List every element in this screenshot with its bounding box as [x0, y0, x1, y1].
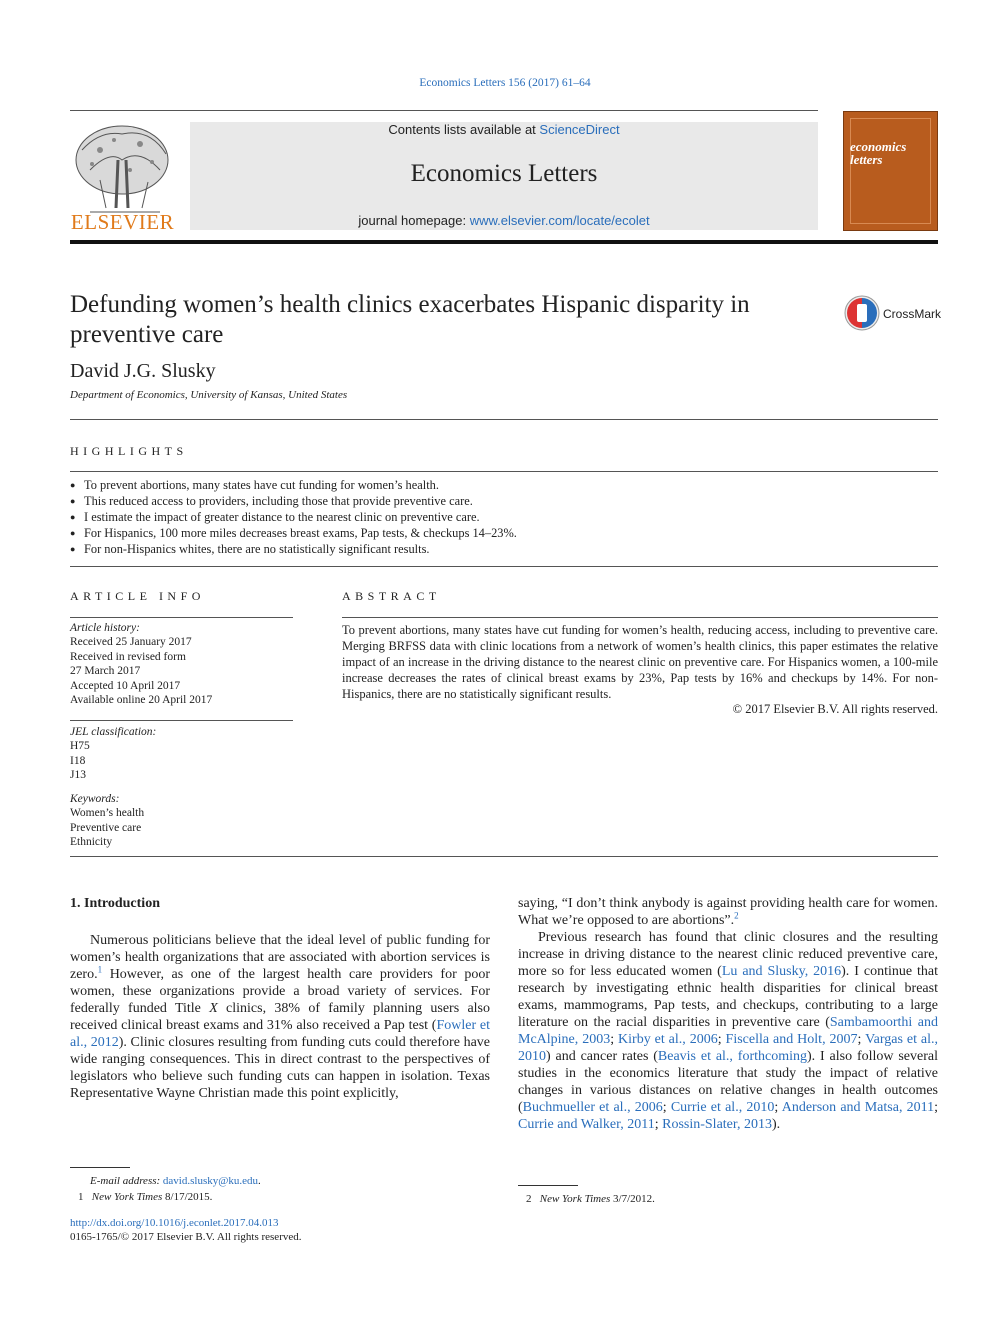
intro-right-column [518, 895, 938, 1133]
contents-available-line [190, 122, 818, 137]
keyword: Preventive care [70, 821, 142, 834]
footnote-rule-left [70, 1167, 130, 1168]
ref-currie-walker-2011[interactable]: Currie and Walker, 2011 [518, 1117, 655, 1132]
ref-kirby-2006[interactable]: Kirby et al., 2006 [618, 1032, 718, 1047]
jel-code: J13 [70, 769, 86, 782]
crossmark-icon [843, 294, 883, 334]
text-run: ). I also follow several studies in the economics literature that study the impact of relative changes in various distances on relative changes in health outcomes ( [518, 1049, 938, 1115]
keyword: Ethnicity [70, 836, 113, 849]
footnote-date: 8/17/2015. [162, 1191, 213, 1203]
text-run: clinics, 38% of family planning users also received clinical breast exams and 31% also received a Pap test ( [70, 1001, 491, 1033]
footnote-email [90, 1174, 261, 1188]
text-run: saying, “I don’t think anybody is against providing health care for women. What we’re opposed to are abortions”. [518, 896, 938, 928]
text-run: ; [610, 1032, 619, 1047]
homepage-prefix: journal homepage: [358, 213, 470, 228]
header-top-rule [70, 110, 818, 111]
author-affiliation: Department of Economics, University of Kansas, United States [70, 389, 348, 401]
history-item: 27 March 2017 [70, 665, 141, 678]
footnote-ref-1[interactable]: 1 [97, 964, 103, 975]
text-run: ). I continue that research by investigating ethnic health disparities for clinical breast exams, mammograms, Pap tests, and checkups, contributing to a large literature on the racial disparities in preventive care ( [518, 964, 938, 1030]
footnote-source: New York Times [91, 1191, 163, 1203]
text-run: Numerous politicians believe that the ideal level of public funding for women’s health organizations that are associated with abortion services is zero. [70, 933, 490, 982]
footnote-date: 3/7/2012. [610, 1193, 655, 1205]
highlights-bottom-rule [70, 566, 938, 567]
ref-sambamoorthi-2003[interactable]: Sambamoorthi and McAlpine, 2003 [518, 1015, 938, 1047]
footnote-number: 1 [78, 1191, 84, 1203]
keywords-label: Keywords: [70, 793, 120, 805]
text-run: ; [717, 1032, 726, 1047]
footnote-2 [526, 1192, 655, 1206]
text-run: ; [662, 1100, 671, 1115]
history-item: Available online 20 April 2017 [70, 694, 213, 707]
ref-fiscella-2007[interactable]: Fiscella and Holt, 2007 [725, 1032, 858, 1047]
highlights-list [70, 477, 517, 557]
cover-title [850, 140, 906, 166]
journal-homepage-link[interactable]: www.elsevier.com/locate/ecolet [469, 213, 650, 228]
contents-prefix: Contents lists available at [388, 122, 540, 137]
cover-title-line2: letters [850, 152, 883, 167]
cover-title-line1: economics [850, 139, 907, 154]
text-run: ; [934, 1100, 938, 1115]
ref-vargas-2010[interactable]: Vargas et al., 2010 [518, 1032, 938, 1064]
crossmark-label: CrossMark [883, 307, 942, 321]
text-run: ; [774, 1100, 782, 1115]
history-label: Article history: [70, 622, 140, 634]
text-run: . [258, 1175, 261, 1187]
jel-code: H75 [70, 740, 90, 753]
footnote-number: 2 [526, 1193, 532, 1205]
cover-frame [850, 118, 931, 224]
history-item: Received 25 January 2017 [70, 636, 192, 649]
highlight-item: ● To prevent abortions, many states have cut funding for women’s health. [70, 477, 517, 493]
ref-lu-slusky-2016[interactable]: Lu and Slusky, 2016 [721, 964, 842, 979]
highlight-item: ● I estimate the impact of greater distance to the nearest clinic on preventive care. [70, 509, 517, 525]
title-bottom-rule [70, 419, 938, 420]
text-run: ) and cancer rates ( [546, 1049, 658, 1064]
highlight-item: ● This reduced access to providers, including those that provide preventive care. [70, 493, 517, 509]
intro-paragraph-continued [518, 895, 938, 929]
text-run: ). Clinic closures resulting from funding cuts could therefore have wide ranging consequences. This in direct contrast to the perspectives of legislators who believe such funding cuts can happen in isolation. Texas Representative Wayne Christian made this point explicitly, [70, 1035, 490, 1101]
jel-classification [70, 725, 295, 783]
highlight-item: ● For Hispanics, 100 more miles decreases breast exams, Pap tests, & checkups 14–23%. [70, 525, 517, 541]
footnote-1 [78, 1190, 212, 1204]
journal-cover-image [843, 111, 938, 231]
abstract-text: To prevent abortions, many states have cut funding for women’s health, reducing access, including to preventive care. Merging BRFSS data with clinic locations from a network of women’s health clinics, this paper estimates the relative impact of an increase in the driving distance to the nearest clinic on preventive care. For Hispanics women, a 100-mile increase decreases the rates of clinical breast exams by 23%, Pap tests by 16% and checkups by 14%. For non-Hispanics, there are no statistically significant results. [342, 623, 938, 701]
history-item: Received in revised form [70, 650, 186, 663]
intro-paragraph-2 [518, 929, 938, 1133]
abstract-heading: ABSTRACT [342, 589, 441, 603]
header-bottom-rule [70, 240, 938, 244]
journal-title: Economics Letters [410, 160, 598, 187]
footnote-rule-right [518, 1185, 578, 1186]
ref-buchmueller-2006[interactable]: Buchmueller et al., 2006 [522, 1100, 663, 1115]
issn-line: 0165-1765/© 2017 Elsevier B.V. All rights reserved. [70, 1231, 302, 1243]
highlight-item: ● For non-Hispanics whites, there are no statistically significant results. [70, 541, 517, 557]
ref-anderson-matsa-2011[interactable]: Anderson and Matsa, 2011 [781, 1100, 935, 1115]
ref-currie-2010[interactable]: Currie et al., 2010 [670, 1100, 775, 1115]
intro-left-column [70, 932, 490, 1102]
text-run: ; [857, 1032, 866, 1047]
text-run: Previous research has found that clinic closures and the resulting increase in driving distance to the nearest clinic reduced preventive care, more so for less educated women ( [518, 930, 938, 979]
jel-label: JEL classification: [70, 726, 157, 738]
author-email-link[interactable]: david.slusky@ku.edu [162, 1175, 258, 1187]
doi-link[interactable]: http://dx.doi.org/10.1016/j.econlet.2017.04.013 [70, 1217, 279, 1229]
text-run: ; [654, 1117, 663, 1132]
article-info-rule [70, 617, 293, 618]
text-run: However, as one of the largest health care providers for poor women, these organizations provide a broad variety of services. For federally funded Title [70, 967, 490, 1016]
intro-paragraph-1 [70, 932, 490, 1102]
keywords [70, 792, 295, 850]
highlights-heading: HIGHLIGHTS [70, 444, 188, 458]
history-item: Accepted 10 April 2017 [70, 679, 181, 692]
footnote-source: New York Times [539, 1193, 611, 1205]
sciencedirect-link[interactable]: ScienceDirect [539, 122, 620, 137]
jel-code: I18 [70, 754, 86, 767]
article-title: Defunding women’s health clinics exacerbates Hispanic disparity in preventive care [70, 291, 750, 348]
author-name[interactable]: David J.G. Slusky [70, 360, 216, 382]
text-run: X [209, 1001, 218, 1016]
history-rule [70, 720, 293, 721]
elsevier-wordmark: ELSEVIER [70, 210, 175, 234]
email-label: E-mail address: [90, 1175, 163, 1187]
keyword: Women’s health [70, 807, 145, 820]
introduction-heading: 1. Introduction [70, 896, 160, 911]
front-matter-bottom-rule [70, 856, 938, 857]
journal-citation[interactable]: Economics Letters 156 (2017) 61–64 [419, 77, 591, 89]
abstract-copyright: © 2017 Elsevier B.V. All rights reserved. [732, 702, 938, 716]
abstract-rule [342, 617, 938, 618]
article-history [70, 621, 295, 707]
journal-homepage-line [190, 213, 818, 228]
highlights-rule [70, 471, 938, 472]
text-run: ). [772, 1117, 781, 1132]
ref-rossin-slater-2013[interactable]: Rossin-Slater, 2013 [662, 1117, 772, 1132]
article-info-heading: ARTICLE INFO [70, 589, 205, 603]
ref-beavis-forthcoming[interactable]: Beavis et al., forthcoming [657, 1049, 807, 1064]
ref-fowler-2012[interactable]: Fowler et al., 2012 [70, 1018, 491, 1050]
footnote-ref-2[interactable]: 2 [734, 910, 739, 921]
